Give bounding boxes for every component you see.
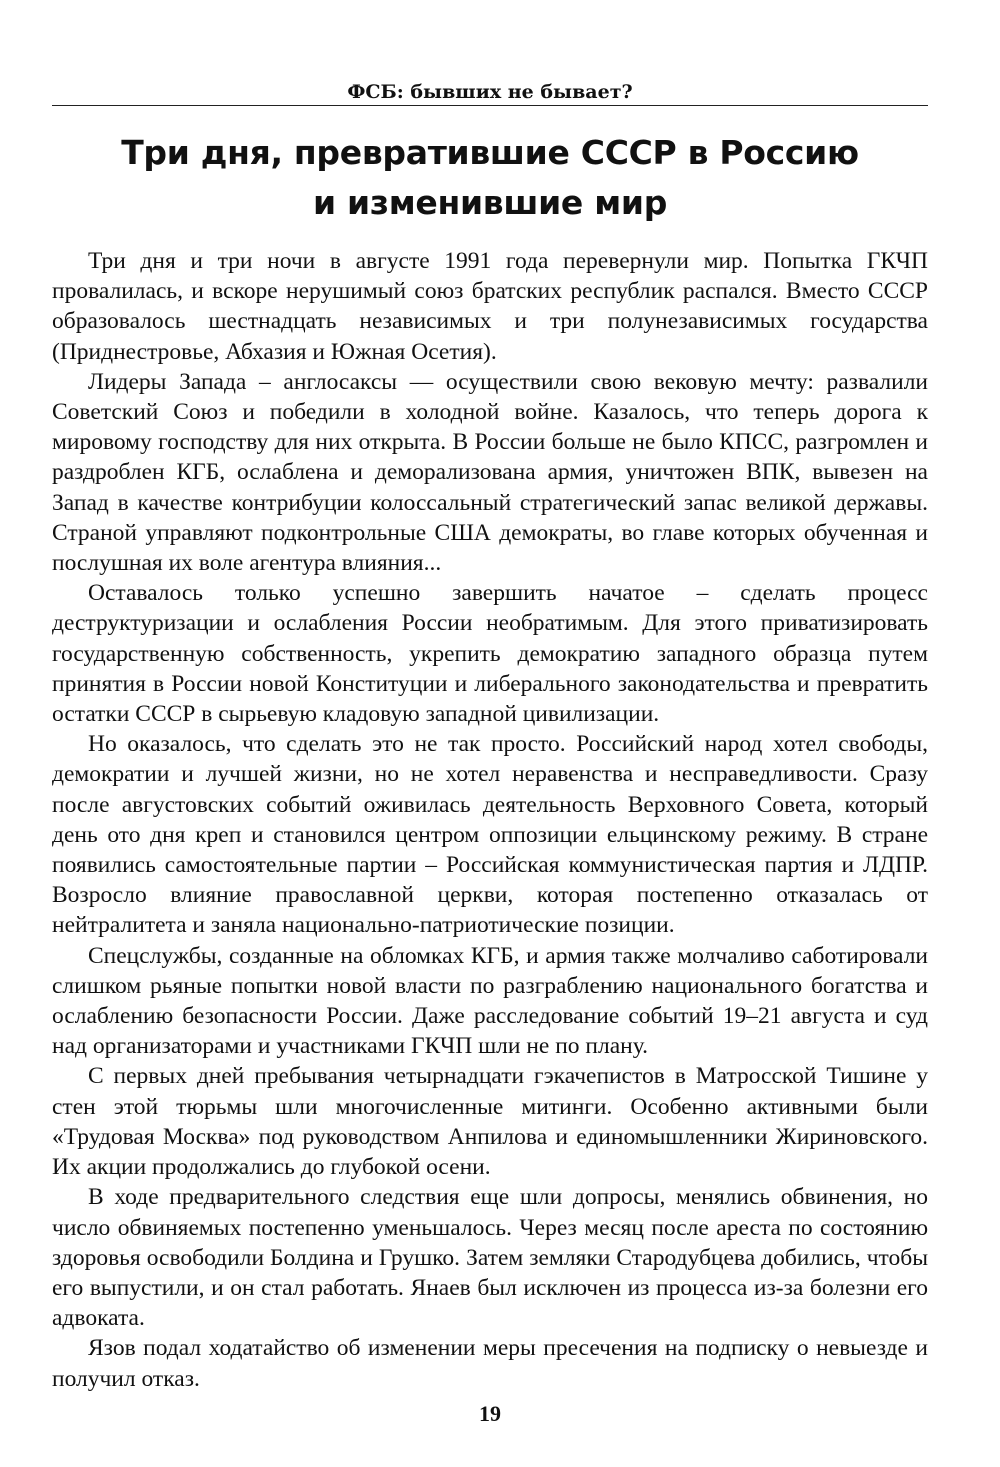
paragraph-4: Но оказалось, что сделать это не так просто. Российский народ хотел свободы, демократии и лучшей жизни, но не хотел неравенства и несправедливости. Сразу после августовских событий оживилась деятельность Верховного Совета, который день ото дня креп и становился центром оппозиции ельцинскому режиму. В стране появились самостоятельные партии – Российская коммунистическая партия и ЛДПР. Возросло влияние православной церкви, которая постепенно отказалась от нейтралитета и заняла национально-патриотические позиции. xyxy=(52,731,928,939)
body-text xyxy=(52,246,928,1394)
header-rule xyxy=(52,105,928,106)
paragraph-2: Лидеры Запада – англосаксы — осуществили свою вековую мечту: развалили Советский Союз и победили в холодной войне. Казалось, что теперь дорога к мировому господству для них открыта. В России больше не было КПСС, разгромлен и раздроблен КГБ, ослаблена и деморализована армия, уничтожен ВПК, вывезен на Запад в качестве контрибуции колоссальный стратегический запас великой державы. Страной управляют подконтрольные США демократы, во главе которых обученная и послушная их воле агентура влияния... xyxy=(52,368,928,577)
chapter-title-line-1: Три дня, превратившие СССР в Россию xyxy=(121,133,859,172)
paragraph-8: Язов подал ходатайство об изменении меры пресечения на подписку о невыезде и получил отказ. xyxy=(52,1335,928,1392)
chapter-title xyxy=(52,128,928,228)
paragraph-5: Спецслужбы, созданные на обломках КГБ, и армия также молчаливо саботировали слишком рьяные попытки новой власти по разграблению национального богатства и ослаблению безопасности России. Даже расследование событий 19–21 августа и суд над организаторами и участниками ГКЧП шли не по плану. xyxy=(52,942,928,1060)
paragraph-6: С первых дней пребывания четырнадцати гэкачепистов в Матросской Тишине у стен этой тюрьмы шли многочисленные митинги. Особенно активными были «Трудовая Москва» под руководством Анпилова и единомышленники Жириновского. Их акции продолжались до глубокой осени. xyxy=(52,1063,928,1181)
paragraph-7: В ходе предварительного следствия еще шли допросы, менялись обвинения, но число обвиняемых постепенно уменьшалось. Через месяц после ареста по состоянию здоровья освободили Болдина и Грушко. Затем земляки Стародубцева добились, чтобы его выпустили, и он стал работать. Янаев был исключен из процесса из-за болезни его адвоката. xyxy=(52,1184,928,1332)
paragraph-1: Три дня и три ночи в августе 1991 года перевернули мир. Попытка ГКЧП провалилась, и вскоре нерушимый союз братских республик распался. Вместо СССР образовалось шестнадцать независимых и три полунезависимых государства (Приднестровье, Абхазия и Южная Осетия). xyxy=(52,248,928,365)
running-head: ФСБ: бывших не бывает? xyxy=(347,81,633,103)
paragraph-3: Оставалось только успешно завершить начатое – сделать процесс деструктуризации и ослабления России необратимым. Для этого приватизировать государственную собственность, укрепить демократию западного образца путем принятия в России новой Конституции и либерального законодательства и превратить остатки СССР в сырьевую кладовую западной цивилизации. xyxy=(52,580,928,728)
page-number: 19 xyxy=(479,1401,501,1426)
chapter-title-line-2: и изменившие мир xyxy=(312,183,668,222)
